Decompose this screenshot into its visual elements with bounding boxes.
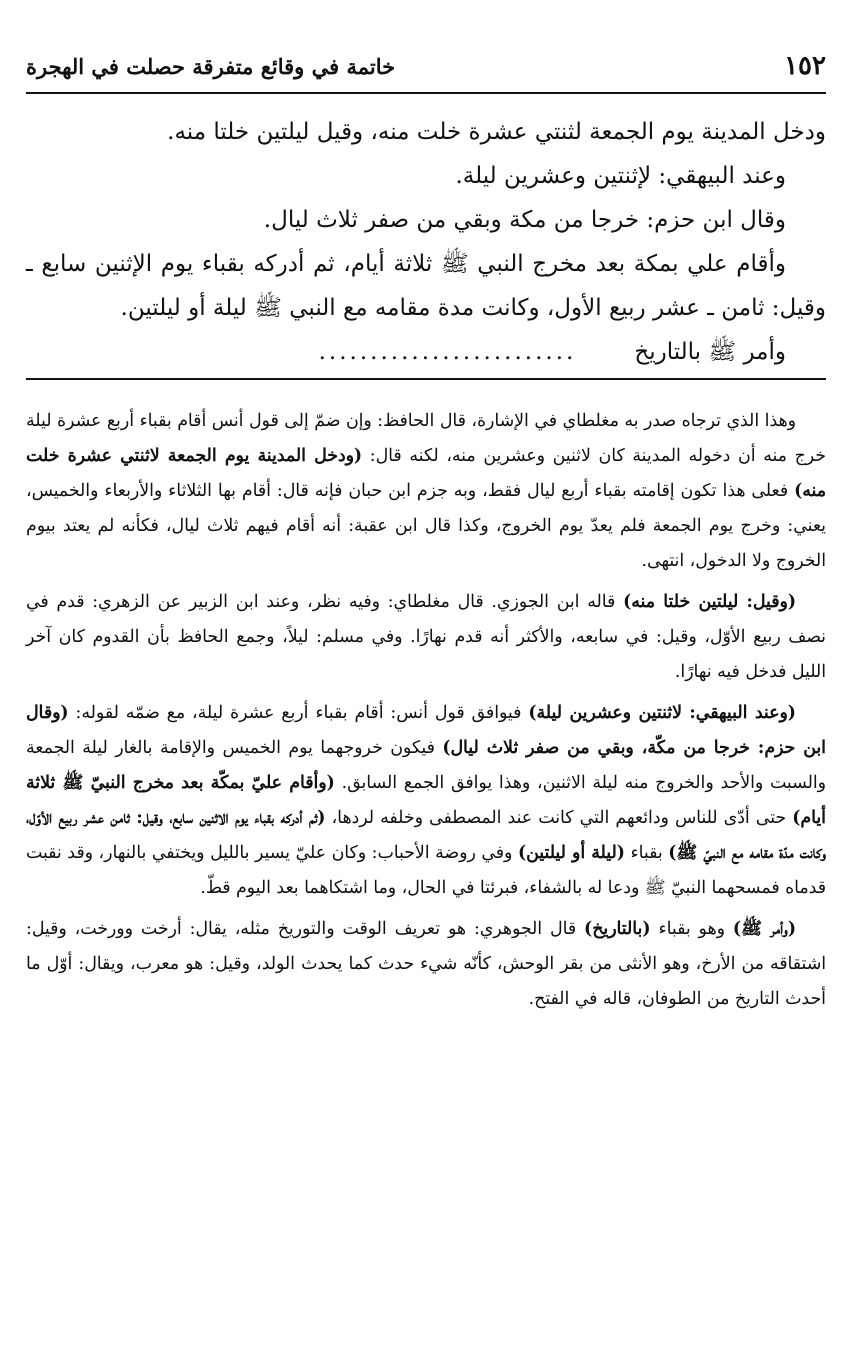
running-title: خاتمة في وقائع متفرقة حصلت في الهجرة — [26, 53, 396, 79]
matn-line-4: وأقام علي بمكة بعد مخرج النبي ﷺ ثلاثة أيام، ثم أدركه بقباء يوم الإثنين سابع ـ وقيل: ثامن ـ عشر ربيع الأول، وكانت مدة مقامه مع النبي ﷺ ليلة أو ليلتين. — [26, 251, 826, 321]
quoted-matn: (وأقام عليّ بمكّة بعد مخرج النبيّ ﷺ ثلاثة أيام) — [26, 773, 826, 828]
commentary-text: وهذا الذي ترجاه صدر به مغلطاي في الإشارة، قال الحافظ: وإن ضمّ إلى قول أنس أقام بقباء أربع عشرة ليلة خرج منه أن دخوله المدينة كان لاثنين وعشرين منه، لكنه قال: — [26, 411, 826, 466]
page-number: ١٥٢ — [784, 51, 826, 81]
ellipsis-dots: ......................... — [318, 339, 577, 365]
matn-line-5-text: وأمر ﷺ بالتاريخ — [634, 339, 786, 365]
quoted-matn: (ليلة أو ليلتين) — [517, 843, 625, 863]
matn-line-1: ودخل المدينة يوم الجمعة لثنتي عشرة خلت منه، وقيل ليلتين خلتا منه. — [167, 119, 826, 145]
matn-line-2: وعند البيهقي: لإثنتين وعشرين ليلة. — [455, 163, 786, 189]
quoted-matn: (وقيل: ليلتين خلتا منه) — [623, 592, 796, 612]
commentary-text: قال الجوهري: هو تعريف الوقت والتوريخ مثله، يقال: أرخت وورخت، وقيل: اشتقاقه من الأرخ، وهو الأنثى من بقر الوحش، كأنّه شيء حدث كما يحدث الولد، وقيل: هو معرب، ويقال: أوّل ما أحدث التاريخ من الطوفان، قاله في الفتح. — [26, 919, 826, 1009]
page-header — [26, 40, 826, 94]
quoted-matn: (ودخل المدينة يوم الجمعة لاثنتي عشرة خلت منه) — [26, 446, 826, 501]
quoted-matn: (ثم أدركه بقباء يوم الاثنين سابع، وقيل: ثامن عشر ربيع الأوّل، وكانت مدّة مقامه مع النبيّ ﷺ) — [26, 808, 827, 863]
matn-line-5 — [26, 330, 826, 374]
main-text — [26, 110, 826, 374]
commentary-paragraph-4 — [26, 912, 826, 1017]
section-divider — [26, 378, 826, 380]
commentary-paragraph-2 — [26, 585, 826, 690]
quoted-matn: (بالتاريخ) — [584, 919, 651, 939]
quoted-matn: (وعند البيهقي: لاثنتين وعشرين ليلة) — [528, 703, 796, 723]
commentary-text: حتى أدّى للناس ودائعهم التي كانت عند المصطفى وخلفه لردها، — [325, 808, 793, 828]
quoted-matn: (وأمر ﷺ) — [732, 919, 797, 939]
commentary-paragraph-3 — [26, 696, 826, 906]
commentary-text: قاله ابن الجوزي. قال مغلطاي: وفيه نظر، وعند ابن الزبير عن الزهري: قدم في نصف ربيع الأوّل، وقيل: في سابعه، والأكثر أنه قدم نهارًا. وفي مسلم: ليلاً، وجمع الحافظ بأن القدوم كان آخر الليل فدخل فيه نهارًا. — [26, 592, 826, 682]
matn-line-3: وقال ابن حزم: خرجا من مكة وبقي من صفر ثلاث ليال. — [263, 207, 786, 233]
commentary-text: بقباء — [624, 843, 669, 863]
commentary-text: فيوافق قول أنس: أقام بقباء أربع عشرة ليلة، مع ضمّه لقوله: — [68, 703, 529, 723]
commentary-text: وفي روضة الأحباب: وكان عليّ يسير بالليل ويختفي بالنهار، وقد نقبت قدماه فمسحهما النبيّ ﷺ ودعا له بالشفاء، فبرئتا في الحال، وما اشتكاهما بعد اليوم قطّ. — [26, 843, 826, 898]
quoted-matn: (وقال ابن حزم: خرجا من مكّة، وبقي من صفر ثلاث ليال) — [26, 703, 826, 758]
commentary-text: فيكون خروجهما يوم الخميس والإقامة بالغار ليلة الجمعة والسبت والأحد والخروج منه ليلة الاثنين، وهذا يوافق الجمع السابق. — [26, 738, 826, 793]
commentary-text: وهو بقباء — [650, 919, 733, 939]
book-page — [26, 40, 826, 1023]
commentary-text: فعلى هذا تكون إقامته بقباء أربع ليال فقط، وبه جزم ابن حبان فإنه قال: أقام بها الثلاثاء والأربعاء والخميس، يعني: وخرج يوم الجمعة فلم يعدّ يوم الخروج، وكذا قال ابن عقبة: أنه أقام فيهم ثلاث ليال، فكأنه لم يعتد بيوم الخروج ولا الدخول، انتهى. — [26, 481, 826, 571]
commentary — [26, 404, 826, 1017]
commentary-paragraph-1 — [26, 404, 826, 579]
